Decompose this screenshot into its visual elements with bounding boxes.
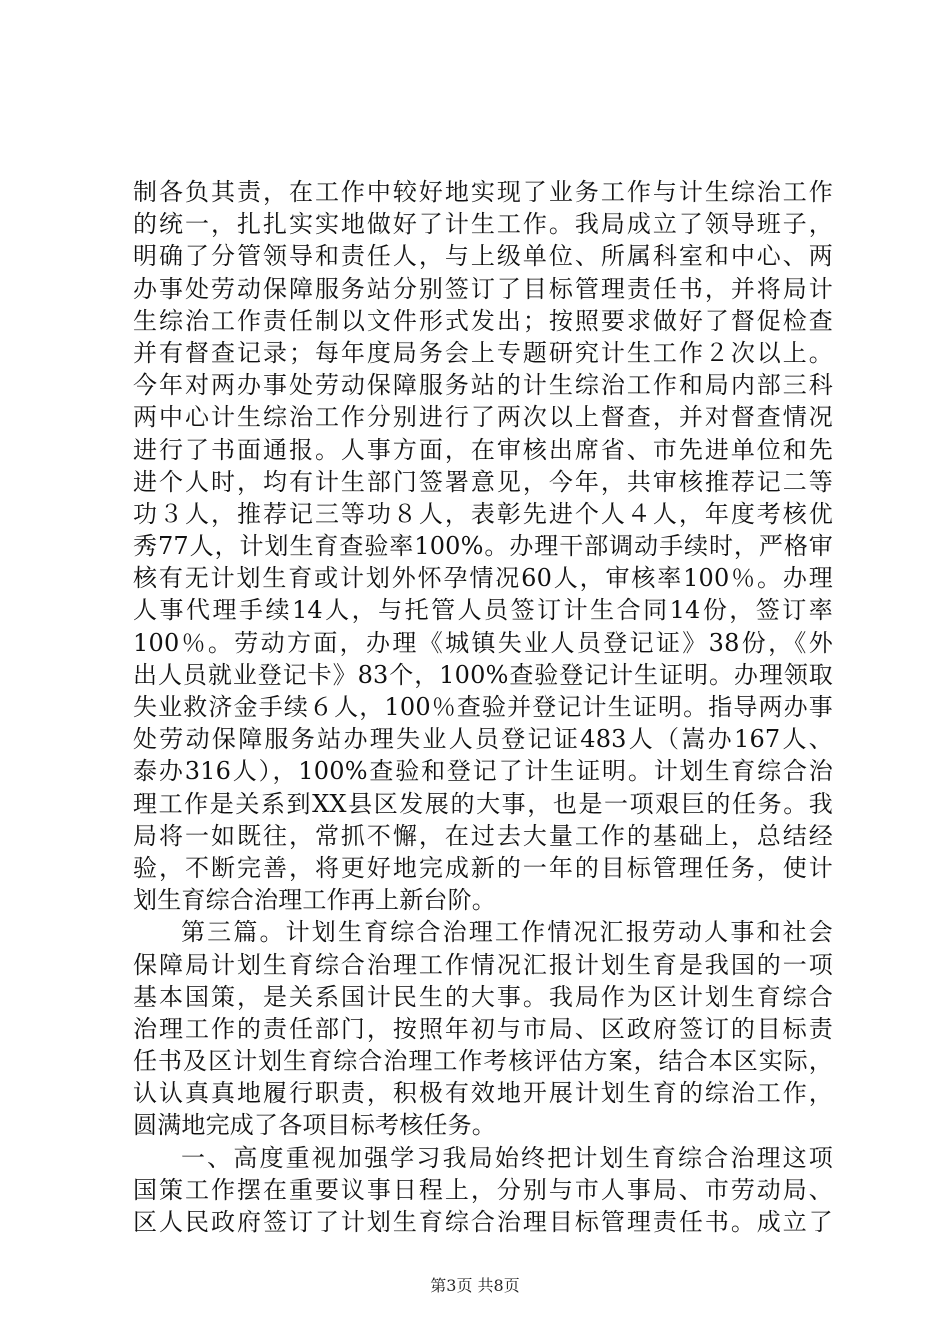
- text-line: 圆满地完成了各项目标考核任务。: [133, 1111, 496, 1140]
- text-line: 并有督查记录；每年度局务会上专题研究计生工作２次以上。: [133, 338, 833, 367]
- paragraph-start-line: 一、高度重视加强学习我局始终把计划生育综合治理这项: [181, 1143, 833, 1172]
- text-line: 进个人时，均有计生部门签署意见，今年，共审核推荐记二等: [133, 467, 833, 496]
- paragraph-start-line: 第三篇。计划生育综合治理工作情况汇报劳动人事和社会: [181, 918, 833, 947]
- text-line: 今年对两办事处劳动保障服务站的计生综治工作和局内部三科: [133, 371, 833, 400]
- text-line: 失业救济金手续６人，100％查验并登记计生证明。指导两办事: [133, 693, 833, 721]
- text-line: 两中心计生综治工作分别进行了两次以上督查，并对督查情况: [133, 403, 833, 432]
- text-line: 生综治工作责任制以文件形式发出；按照要求做好了督促检查: [133, 306, 833, 335]
- text-line: 功３人，推荐记三等功８人，表彰先进个人４人，年度考核优: [133, 499, 833, 528]
- text-line: 基本国策，是关系国计民生的大事。我局作为区计划生育综合: [133, 982, 833, 1011]
- text-line: 国策工作摆在重要议事日程上，分别与市人事局、市劳动局、: [133, 1175, 833, 1204]
- text-line: 治理工作的责任部门，按照年初与市局、区政府签订的目标责: [133, 1014, 833, 1043]
- text-line: 秀77人，计划生育查验率100%。办理干部调动手续时，严格审: [133, 532, 833, 561]
- text-line: 理工作是关系到XX县区发展的大事，也是一项艰巨的任务。我: [133, 789, 833, 818]
- text-line: 划生育综合治理工作再上新台阶。: [133, 886, 496, 915]
- text-line: 明确了分管领导和责任人，与上级单位、所属科室和中心、两: [133, 242, 833, 271]
- text-line: 人事代理手续14人，与托管人员签订计生合同14份，签订率: [133, 596, 833, 625]
- text-line: 任书及区计划生育综合治理工作考核评估方案，结合本区实际，: [133, 1047, 833, 1076]
- text-line: 100％。劳动方面，办理《城镇失业人员登记证》38份，《外: [133, 628, 833, 657]
- text-line: 制各负其责，在工作中较好地实现了业务工作与计生综治工作: [133, 178, 833, 206]
- text-line: 进行了书面通报。人事方面，在审核出席省、市先进单位和先: [133, 435, 833, 464]
- text-line: 核有无计划生育或计划外怀孕情况60人，审核率100％。办理: [133, 564, 833, 593]
- text-line: 认认真真地履行职责，积极有效地开展计划生育的综治工作，: [133, 1079, 833, 1108]
- body-text: [133, 176, 833, 1238]
- text-line: 的统一，扎扎实实地做好了计生工作。我局成立了领导班子，: [133, 210, 833, 239]
- page-footer: 第3页 共8页: [430, 1276, 520, 1295]
- text-line: 保障局计划生育综合治理工作情况汇报计划生育是我国的一项: [133, 950, 833, 979]
- text-line: 出人员就业登记卡》83个，100%查验登记计生证明。办理领取: [133, 660, 833, 689]
- text-line: 验，不断完善，将更好地完成新的一年的目标管理任务，使计: [133, 853, 833, 882]
- text-line: 区人民政府签订了计划生育综合治理目标管理责任书。成立了: [133, 1208, 833, 1236]
- text-line: 办事处劳动保障服务站分别签订了目标管理责任书，并将局计: [133, 274, 833, 303]
- text-line: 泰办316人），100%查验和登记了计生证明。计划生育综合治: [133, 757, 833, 786]
- text-line: 处劳动保障服务站办理失业人员登记证483人（嵩办167人、: [133, 725, 833, 754]
- text-line: 局将一如既往，常抓不懈，在过去大量工作的基础上，总结经: [133, 821, 833, 850]
